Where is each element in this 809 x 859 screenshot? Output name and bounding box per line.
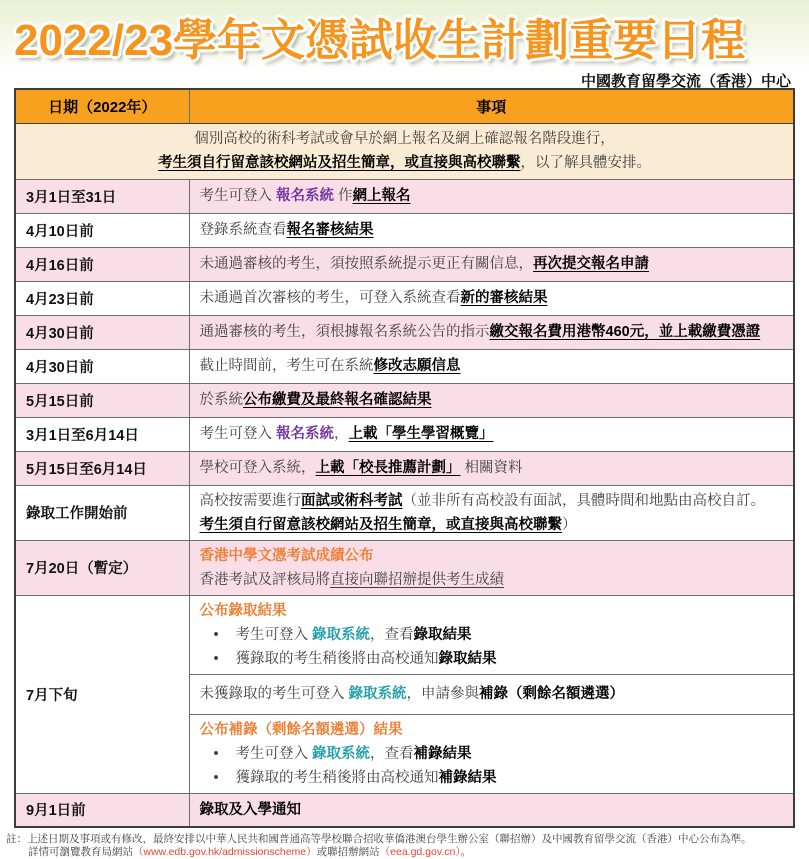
- eea-website-link[interactable]: （eea.gd.gov.cn）: [379, 846, 461, 858]
- text-segment: 香港考試及評核局將: [199, 571, 330, 588]
- table-row: [15, 595, 794, 674]
- text-segment: 報名系統: [276, 426, 335, 442]
- text-segment: 作: [334, 188, 353, 204]
- table-row: [15, 383, 794, 417]
- text-segment: ，申請參與: [406, 686, 480, 702]
- text-segment: 考生可登入: [199, 426, 277, 442]
- text-line: [200, 798, 786, 822]
- page-subtitle: 中國教育留學交流（香港）中心: [580, 73, 791, 90]
- event-cell: [189, 281, 794, 315]
- text-segment: 直接向聯招辦提供考生成績: [330, 571, 504, 588]
- schedule-table: [14, 88, 795, 828]
- text-segment: 修改志願信息: [373, 358, 461, 374]
- notice-row: [15, 123, 794, 179]
- table-row: [15, 213, 794, 247]
- section-heading: 香港中學文憑考試成績公布: [199, 547, 374, 564]
- bullet-icon: •: [213, 769, 219, 786]
- text-segment: 獲錄取的考生稍後將由高校通知: [235, 650, 439, 667]
- table-row: [15, 281, 794, 315]
- bullet-icon: •: [213, 650, 219, 667]
- date-cell: 5月15日至6月14日: [15, 451, 189, 485]
- event-cell: [189, 485, 794, 540]
- text-segment: ，查看: [370, 626, 414, 643]
- column-header-date: 日期（2022年）: [15, 89, 189, 123]
- footnote-line: [6, 833, 801, 846]
- text-segment: 上載「校長推薦計劃」: [315, 460, 461, 476]
- text-segment: 個別高校的術科考試或會早於網上報名及網上確認報名階段進行，: [194, 131, 615, 147]
- text-segment: 錄取結果: [438, 650, 497, 667]
- column-header-event: 事項: [189, 89, 794, 123]
- text-line: [200, 252, 786, 276]
- bullet-icon: •: [213, 626, 219, 643]
- text-line: [200, 568, 786, 592]
- table-row: [15, 247, 794, 281]
- text-segment: 考生須自行留意該校網站及招生簡章，或直接與高校聯繫: [158, 155, 521, 171]
- event-cell: [189, 540, 794, 595]
- text-segment: 於系統: [199, 392, 243, 408]
- text-segment: 考生可登入: [235, 626, 313, 643]
- text-line: [200, 682, 786, 706]
- date-cell: 錄取工作開始前: [15, 485, 189, 540]
- text-segment: 新的審核結果: [460, 290, 548, 306]
- section-heading: 公布補錄（剩餘名額遴選）結果: [199, 721, 403, 738]
- text-segment: 註：上述日期及事項或有修改，最終安排以中華人民共和國普通高等學校聯合招收華僑港澳台學生辦公室（聯招辦）及中國教育留學交流（香港）中心公布為準。: [6, 833, 752, 845]
- date-cell: 5月15日前: [15, 383, 189, 417]
- text-segment: 考生可登入: [235, 745, 313, 762]
- text-line: [22, 127, 787, 151]
- text-segment: 通過審核的考生，須根據報名系統公告的指示: [199, 324, 490, 340]
- text-segment: 網上報名: [352, 188, 411, 204]
- event-cell: [189, 213, 794, 247]
- date-cell: 4月16日前: [15, 247, 189, 281]
- text-segment: 登錄系統查看: [199, 222, 287, 238]
- text-segment: 公布繳費及最終報名確認結果: [243, 392, 432, 408]
- notice-cell: [15, 123, 794, 179]
- footnotes: [6, 833, 801, 859]
- date-cell: 7月下旬: [15, 595, 189, 793]
- date-cell: 4月10日前: [15, 213, 189, 247]
- event-cell: [189, 349, 794, 383]
- text-segment: 上載「學生學習概覽」: [348, 426, 494, 442]
- text-line: [200, 513, 786, 537]
- text-segment: 考生可登入: [199, 188, 277, 204]
- text-segment: 考生須自行留意該校網站及招生簡章，或直接與高校聯繫: [199, 516, 562, 533]
- text-segment: 錄取系統: [312, 745, 371, 762]
- event-cell: [189, 179, 794, 213]
- text-line: [200, 354, 786, 378]
- text-segment: ，: [334, 426, 349, 442]
- text-segment: 錄取及入學通知: [199, 801, 301, 818]
- footnote-line: [6, 846, 801, 859]
- text-segment: ）: [562, 516, 577, 533]
- text-segment: 補錄（剩餘名額遴選）: [479, 686, 625, 702]
- text-segment: 獲錄取的考生稍後將由高校通知: [235, 769, 439, 786]
- text-segment: 截止時間前，考生可在系統: [199, 358, 374, 374]
- text-segment: 錄取系統: [348, 686, 407, 702]
- text-line: [200, 286, 786, 310]
- text-segment: 高校按需要進行: [199, 492, 301, 509]
- table-row: [15, 451, 794, 485]
- bullet-line: [200, 647, 786, 671]
- table-row: [15, 179, 794, 213]
- text-segment: （並非所有高校設有面試，具體時間和地點由高校自訂。: [402, 492, 765, 509]
- bullet-icon: •: [213, 745, 219, 762]
- text-segment: 面試或術科考試: [301, 492, 403, 509]
- text-segment: 學校可登入系統，: [199, 460, 316, 476]
- event-cell: [189, 451, 794, 485]
- section-heading: 公布錄取結果: [199, 602, 287, 619]
- table-row: [15, 349, 794, 383]
- text-line: [22, 151, 787, 175]
- bullet-line: [200, 766, 786, 790]
- text-segment: 補錄結果: [413, 745, 472, 762]
- event-cell: [189, 793, 794, 827]
- text-segment: 詳情可瀏覽教育局網站: [28, 846, 133, 858]
- date-cell: 4月30日前: [15, 349, 189, 383]
- bullet-line: [200, 742, 786, 766]
- schedule-table-body: [15, 123, 794, 827]
- table-row: [15, 793, 794, 827]
- text-line: [200, 456, 786, 480]
- text-segment: 補錄結果: [438, 769, 497, 786]
- text-line: [200, 422, 786, 446]
- date-cell: 3月1日至31日: [15, 179, 189, 213]
- text-segment: 繳交報名費用港幣460元，並上載繳費憑證: [489, 324, 761, 340]
- text-segment: 再次提交報名申請: [533, 256, 649, 272]
- event-cell: [189, 247, 794, 281]
- header-row: [15, 89, 794, 123]
- text-segment: 報名系統: [276, 188, 335, 204]
- text-segment: 錄取結果: [413, 626, 472, 643]
- event-cell: [189, 595, 794, 674]
- text-line: [200, 184, 786, 208]
- text-segment: 錄取系統: [312, 626, 371, 643]
- text-line: [200, 320, 786, 344]
- banner: [0, 0, 809, 88]
- text-segment: ，查看: [370, 745, 414, 762]
- bullet-line: [200, 623, 786, 647]
- text-segment: 未通過首次審核的考生，可登入系統查看: [199, 290, 461, 306]
- table-row: [15, 540, 794, 595]
- date-cell: 9月1日前: [15, 793, 189, 827]
- date-cell: 7月20日（暫定）: [15, 540, 189, 595]
- page-title: 2022/23學年文憑試收生計劃重要日程: [14, 16, 746, 65]
- table-row: [15, 315, 794, 349]
- event-cell: [189, 714, 794, 793]
- text-segment: 或聯招辦網站: [316, 846, 380, 858]
- edb-website-link[interactable]: （www.edb.gov.hk/admissionscheme）: [133, 846, 317, 858]
- text-segment: 未通過審核的考生，須按照系統提示更正有關信息，: [199, 256, 533, 272]
- table-row: [15, 485, 794, 540]
- event-cell: [189, 417, 794, 451]
- text-segment: ，以了解具體安排。: [520, 155, 651, 171]
- schedule-table-head: [15, 89, 794, 123]
- text-line: [200, 388, 786, 412]
- text-line: [200, 489, 786, 513]
- table-row: [15, 417, 794, 451]
- date-cell: 3月1日至6月14日: [15, 417, 189, 451]
- date-cell: 4月23日前: [15, 281, 189, 315]
- text-segment: 未獲錄取的考生可登入: [199, 686, 349, 702]
- event-cell: [189, 315, 794, 349]
- date-cell: 4月30日前: [15, 315, 189, 349]
- event-cell: [189, 674, 794, 714]
- text-segment: 相關資料: [460, 460, 523, 476]
- event-cell: [189, 383, 794, 417]
- text-line: [200, 218, 786, 242]
- text-segment: 。: [460, 846, 472, 858]
- text-segment: 報名審核結果: [286, 222, 374, 238]
